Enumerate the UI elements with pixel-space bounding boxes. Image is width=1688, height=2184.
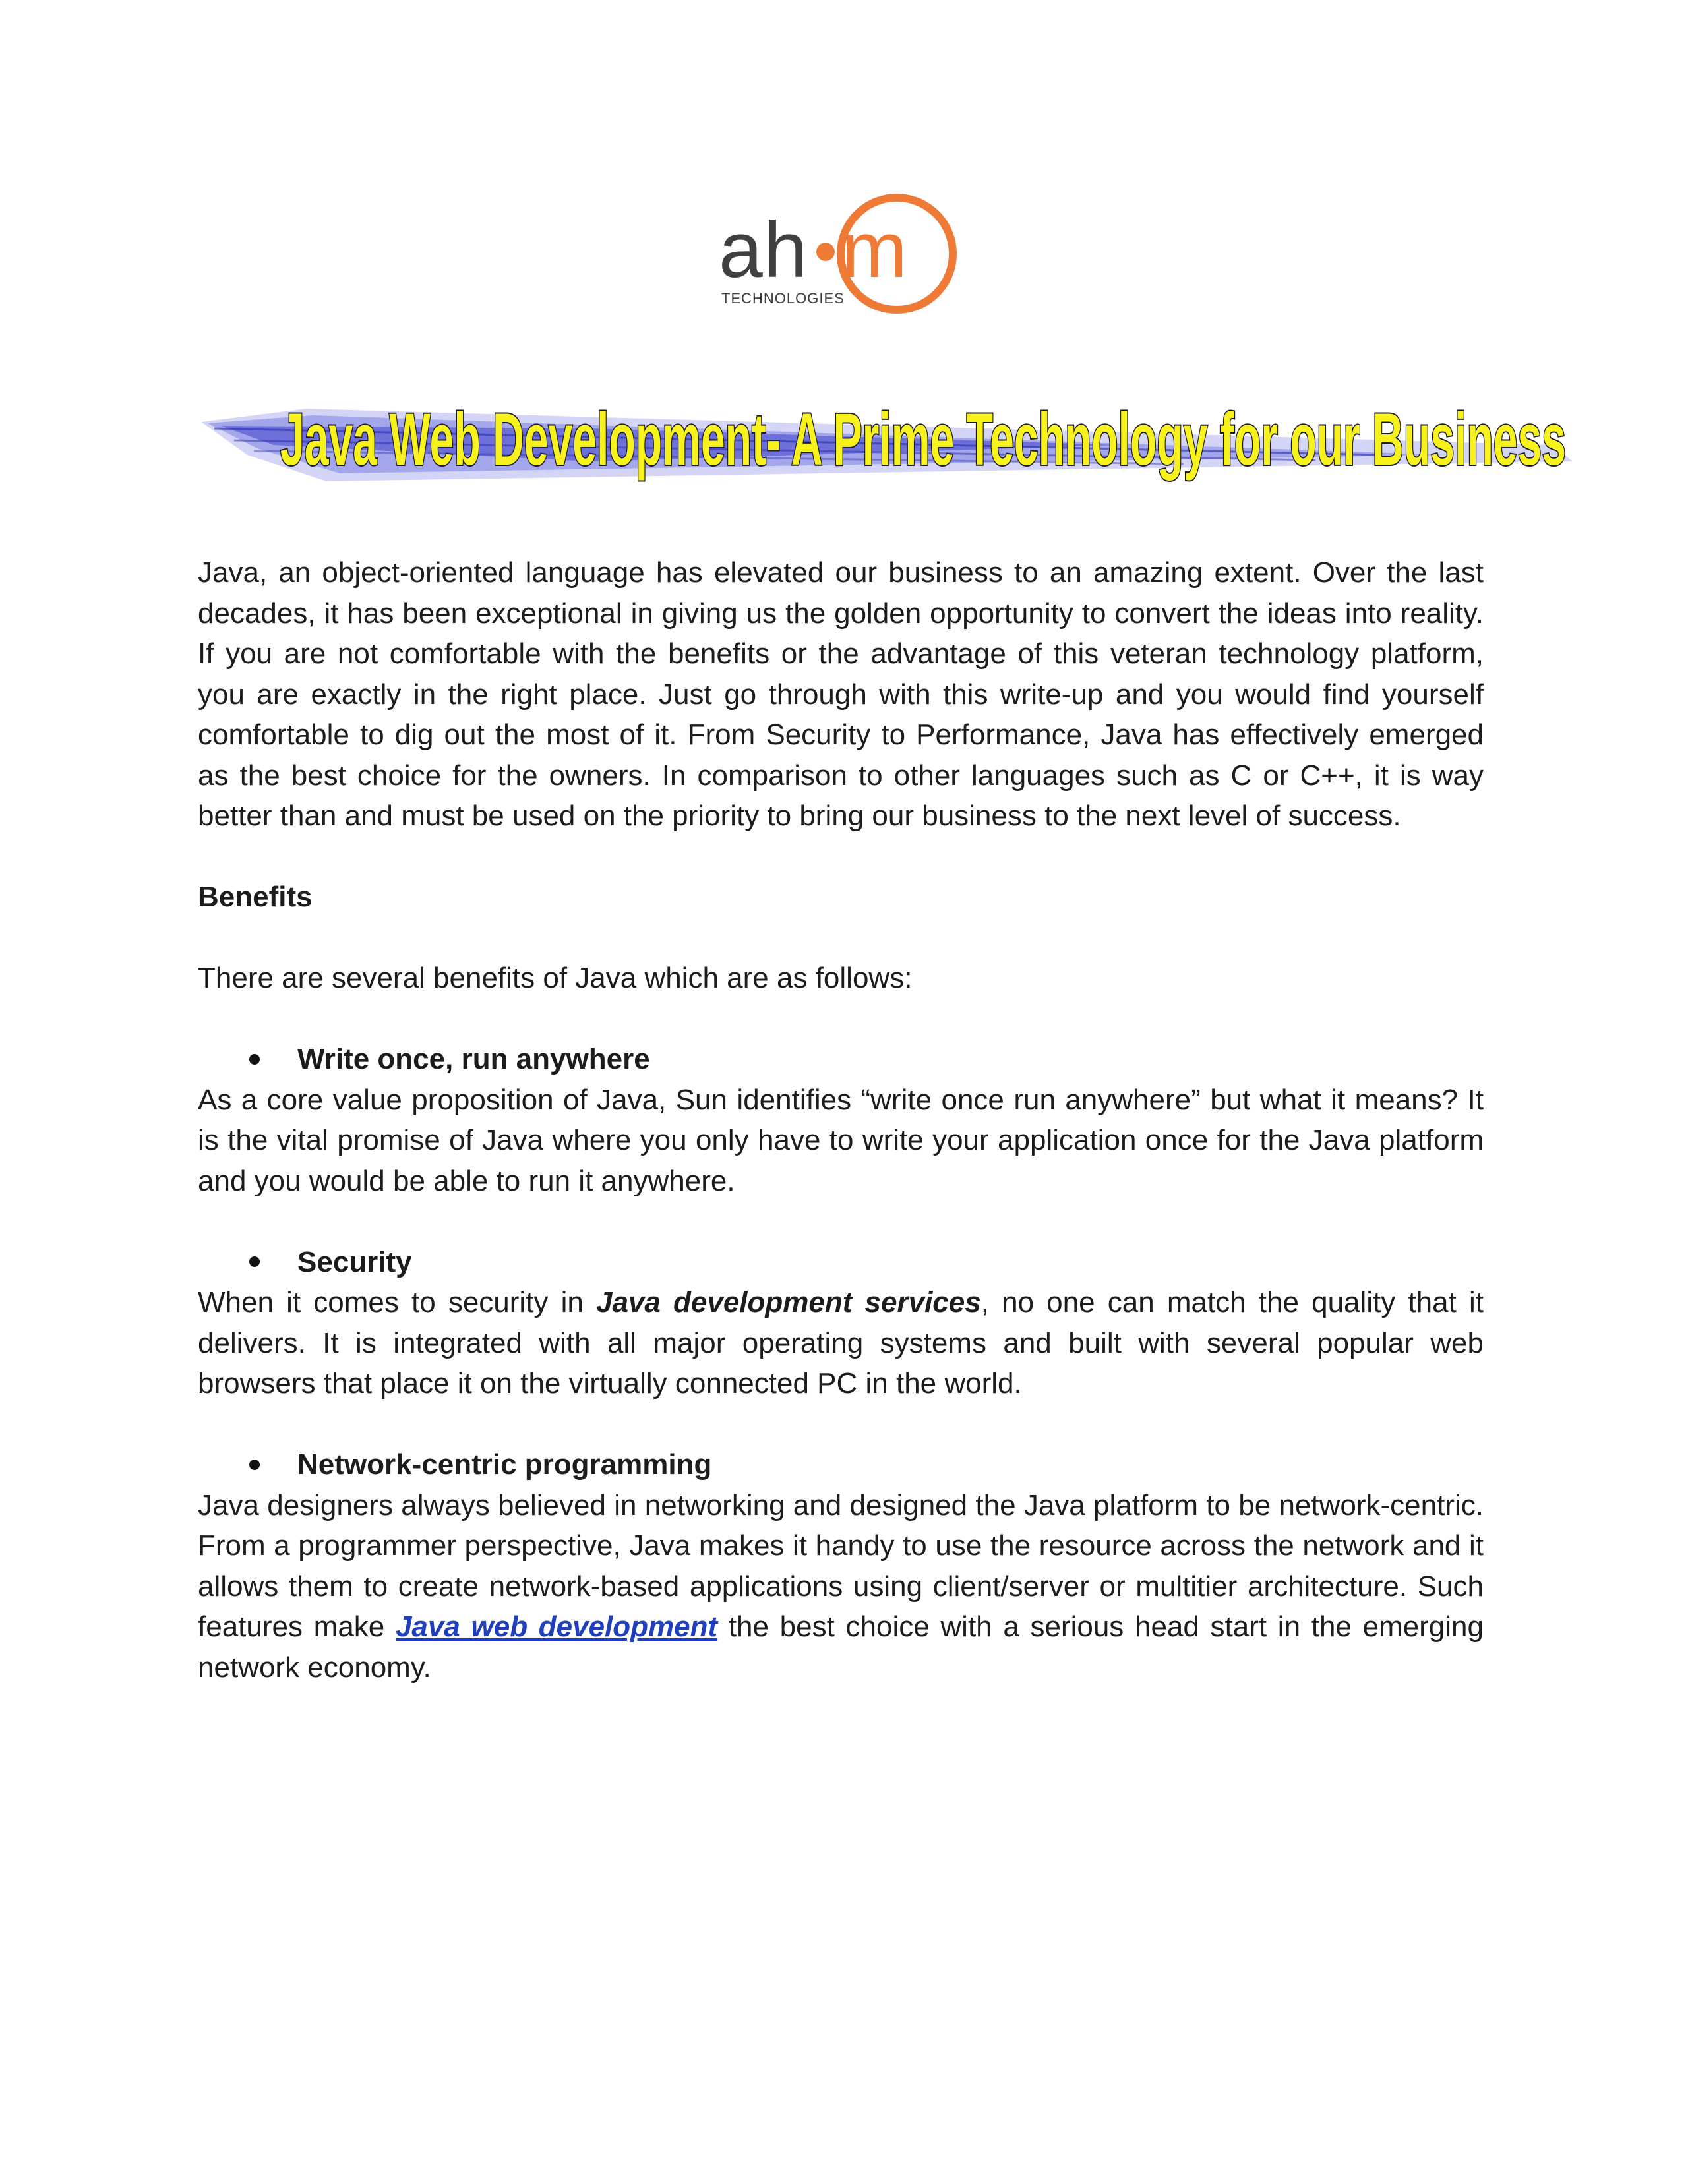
benefit-heading: Security xyxy=(297,1245,412,1278)
benefit-body-text: When it comes to security in xyxy=(198,1286,596,1318)
svg-text:h: h xyxy=(764,206,808,294)
benefit-section-write-once xyxy=(198,1039,1484,1201)
svg-text:a: a xyxy=(719,206,763,294)
benefits-heading: Benefits xyxy=(198,881,313,913)
title-banner xyxy=(195,382,1579,488)
benefit-body xyxy=(198,1485,1484,1688)
ahm-logo-icon xyxy=(712,191,963,323)
document-body xyxy=(198,552,1484,1688)
document-title: Java Web Development- A Prime Technology for our Business xyxy=(280,398,1566,481)
benefit-heading: Network-centric programming xyxy=(297,1448,712,1481)
svg-text:TECHNOLOGIES: TECHNOLOGIES xyxy=(721,290,845,307)
benefit-body: As a core value proposition of Java, Sun identifies “write once run anywhere” but what it means? It is the vital promise of Java where you only have to write your application once for the Java platform and you would be able to run it anywhere. xyxy=(198,1083,1484,1197)
benefit-body xyxy=(198,1282,1484,1404)
java-web-development-link[interactable]: Java web development xyxy=(395,1610,718,1643)
bullet-icon xyxy=(249,1256,260,1267)
benefit-body-text: the best choice with a serious head start in the emerging network economy. xyxy=(198,1610,1484,1684)
benefits-intro: There are several benefits of Java which are as follows: xyxy=(198,962,913,994)
emphasis-text: Java development services xyxy=(595,1286,981,1318)
svg-text:m: m xyxy=(841,206,907,294)
bullet-icon xyxy=(249,1460,260,1470)
bullet-icon xyxy=(249,1054,260,1065)
benefit-body-text: Java designers always believed in networking and designed the Java platform to be network-centric. From a programmer perspective, Java makes it handy to use the resource across the network and it allows them to create network-based applications using client/server or multitier architecture. Such features make xyxy=(198,1489,1484,1643)
intro-paragraph: Java, an object-oriented language has elevated our business to an amazing extent. Over the last decades, it has been exceptional in giving us the golden opportunity to convert the ideas into reality. If you are not comfortable with the benefits or the advantage of this veteran technology platform, you are exactly in the right place. Just go through with this write-up and you would find yourself comfortable to dig out the most of it. From Security to Performance, Java has effectively emerged as the best choice for the owners. In comparison to other languages such as C or C++, it is way better than and must be used on the priority to bring our business to the next level of success. xyxy=(198,556,1484,832)
benefit-section-security xyxy=(198,1242,1484,1404)
benefit-heading: Write once, run anywhere xyxy=(297,1043,650,1075)
benefit-section-network xyxy=(198,1444,1484,1688)
title-banner-graphic xyxy=(195,382,1579,488)
benefit-body-text: , no one can match the quality that it delivers. It is integrated with all major operating systems and built with several popular web browsers that place it on the virtually connected PC in the world. xyxy=(198,1286,1484,1400)
company-logo xyxy=(712,191,963,323)
